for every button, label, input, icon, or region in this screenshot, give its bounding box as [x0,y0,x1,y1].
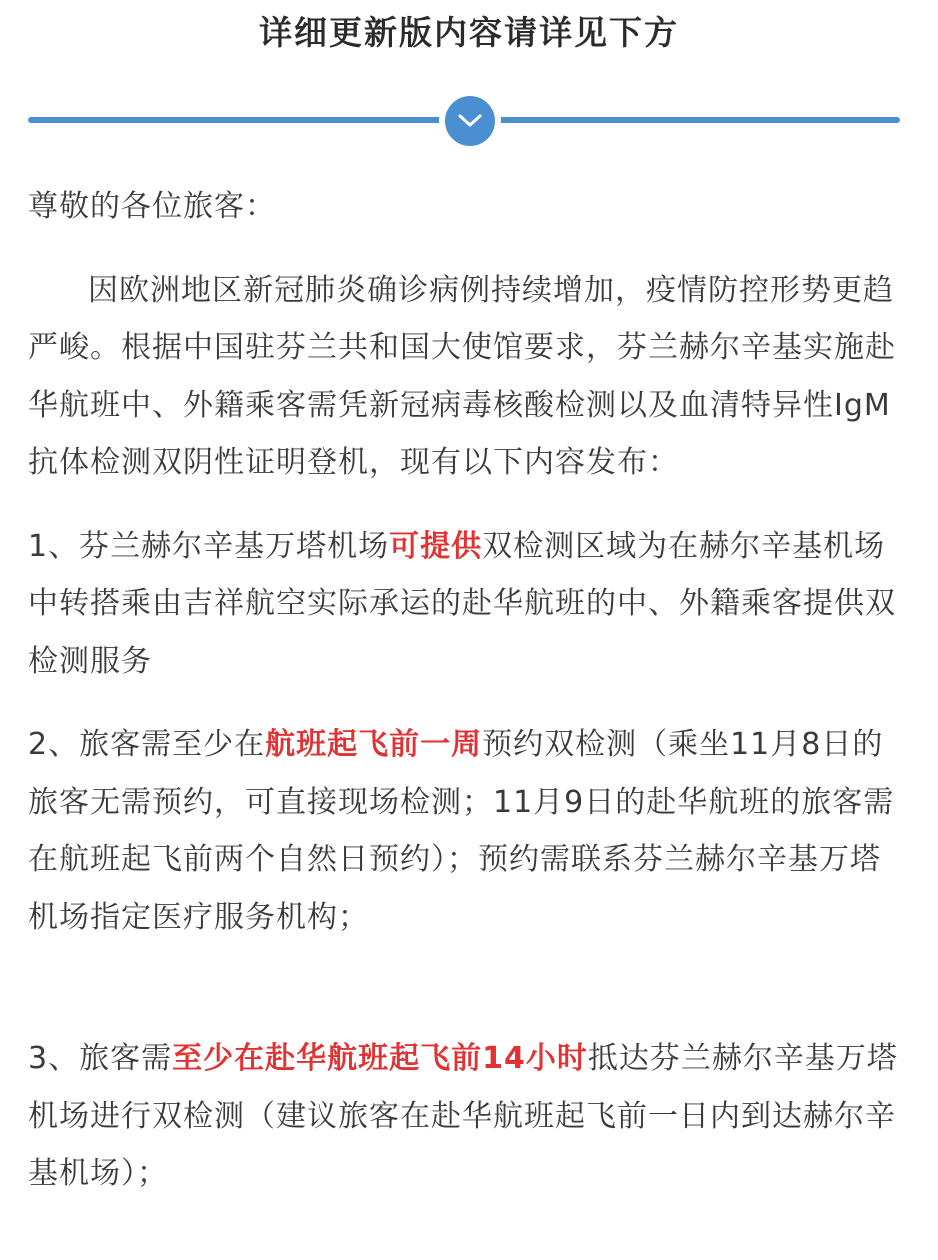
item-text: 2、旅客需至少在 [28,727,266,762]
intro-paragraph: 因欧洲地区新冠肺炎确诊病例持续增加，疫情防控形势更趋严峻。根据中国驻芬兰共和国大使馆要求，芬兰赫尔辛基实施赴华航班中、外籍乘客需凭新冠病毒核酸检测以及血清特异性IgM抗体检测双阴性证明登机，现有以下内容发布： [28,272,896,480]
item-highlight: 航班起飞前一周 [265,727,483,762]
notice-item-1 [28,518,903,691]
item-text: 3、旅客需 [28,1041,173,1076]
item-text: 1、芬兰赫尔辛基万塔机场 [28,528,390,564]
item-text: 双检测区域为在赫尔辛基机场中转搭乘由吉祥航空实际承运的赴华航班的中、外籍乘客提供双检测服务 [28,528,896,679]
notice-body [28,178,903,1203]
item-text: 抵达芬兰赫尔辛基万塔机场进行双检测（建议旅客在赴华航班起飞前一日内到达赫尔辛基机场）； [28,1041,898,1191]
greeting: 尊敬的各位旅客： [28,189,276,224]
item-highlight: 至少在赴华航班起飞前14小时 [172,1041,588,1076]
item-highlight: 可提供 [389,528,483,564]
notice-item-3 [28,1030,903,1203]
page-title: 详细更新版内容请详见下方 [259,13,679,52]
expand-badge [445,96,495,146]
notice-item-2 [28,716,903,946]
item-text: 预约双检测（乘坐11月8日的旅客无需预约，可直接现场检测；11月9日的赴华航班的旅客需在航班起飞前两个自然日预约）；预约需联系芬兰赫尔辛基万塔机场指定医疗服务机构； [28,727,895,935]
chevron-down-icon [457,113,483,129]
